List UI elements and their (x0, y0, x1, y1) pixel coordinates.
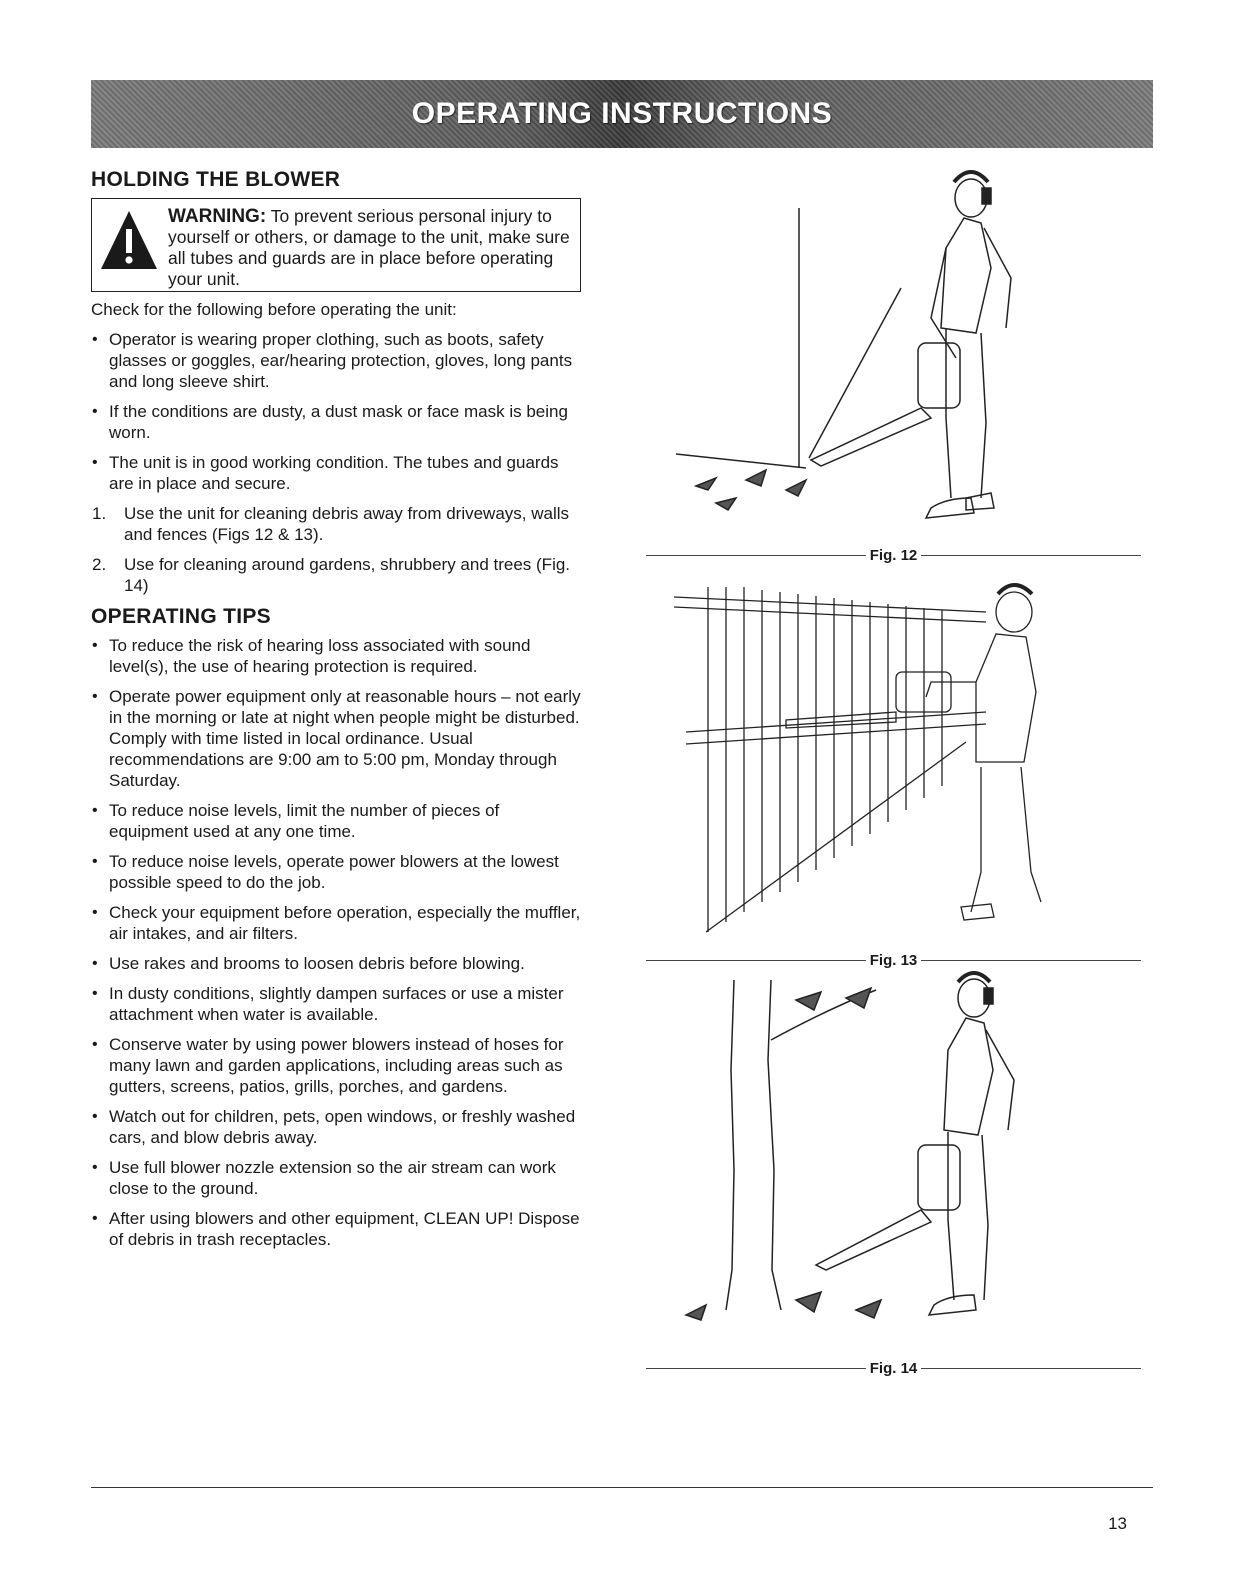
step-list (91, 503, 581, 596)
list-item: • Conserve water by using power blowers instead of hoses for many lawn and garden applications, including areas such as gutters, screens, patios, grills, porches, and gardens. (91, 1034, 581, 1097)
checklist (91, 329, 581, 494)
page-title: OPERATING INSTRUCTIONS (411, 97, 833, 130)
list-item: 1. Use the unit for cleaning debris away from driveways, walls and fences (Figs 12 & 13). (92, 504, 570, 544)
holding-heading: HOLDING THE BLOWER (91, 168, 341, 191)
list-item: • In dusty conditions, slightly dampen surfaces or use a mister attachment when water is available. (91, 983, 581, 1025)
fig-14-illustration (646, 970, 1146, 1360)
fig-13-illustration (646, 572, 1146, 957)
fig-13-caption: Fig. 13 (646, 950, 1141, 970)
list-item: • Watch out for children, pets, open windows, or freshly washed cars, and blow debris away. (91, 1106, 581, 1148)
list-item: • To reduce noise levels, operate power blowers at the lowest possible speed to do the job. (91, 851, 581, 893)
warning-icon (98, 207, 160, 273)
tips-list (91, 635, 581, 1250)
list-item: • Use full blower nozzle extension so the air stream can work close to the ground. (91, 1157, 581, 1199)
footer-rule (91, 1487, 1153, 1488)
list-item: • To reduce noise levels, limit the number of pieces of equipment used at any one time. (91, 800, 581, 842)
list-item: • To reduce the risk of hearing loss associated with sound level(s), the use of hearing protection is required. (91, 635, 581, 677)
fig-12-caption: Fig. 12 (646, 545, 1141, 565)
checklist-intro: Check for the following before operating the unit: (91, 300, 457, 319)
list-item: • The unit is in good working condition. The tubes and guards are in place and secure. (91, 452, 581, 494)
page-number: 13 (1108, 1514, 1127, 1533)
fig-14-caption: Fig. 14 (646, 1358, 1141, 1378)
list-item: • Operate power equipment only at reasonable hours – not early in the morning or late at night when people might be disturbed. Comply with time listed in local ordinance. Usual recommendations are 9:00 am to 5:00 pm, Monday through Saturday. (91, 686, 581, 791)
warning-box (91, 198, 581, 292)
section-banner (91, 80, 1153, 148)
list-item: 2. Use for cleaning around gardens, shrubbery and trees (Fig. 14) (92, 555, 571, 595)
tips-heading: OPERATING TIPS (91, 605, 271, 628)
warning-label: WARNING: (168, 206, 267, 227)
warning-text: WARNING: To prevent serious personal injury to yourself or others, or damage to the unit, make sure all tubes and guards are in place before operating your unit. (168, 206, 570, 289)
list-item: • Check your equipment before operation, especially the muffler, air intakes, and air filters. (91, 902, 581, 944)
text-column (91, 168, 581, 1259)
fig-12-illustration (646, 168, 1146, 548)
list-item: • Operator is wearing proper clothing, such as boots, safety glasses or goggles, ear/hearing protection, gloves, long pants and long sleeve shirt. (91, 329, 581, 392)
list-item: • If the conditions are dusty, a dust mask or face mask is being worn. (91, 401, 581, 443)
list-item: • After using blowers and other equipment, CLEAN UP! Dispose of debris in trash receptacles. (91, 1208, 581, 1250)
list-item: • Use rakes and brooms to loosen debris before blowing. (91, 953, 581, 974)
